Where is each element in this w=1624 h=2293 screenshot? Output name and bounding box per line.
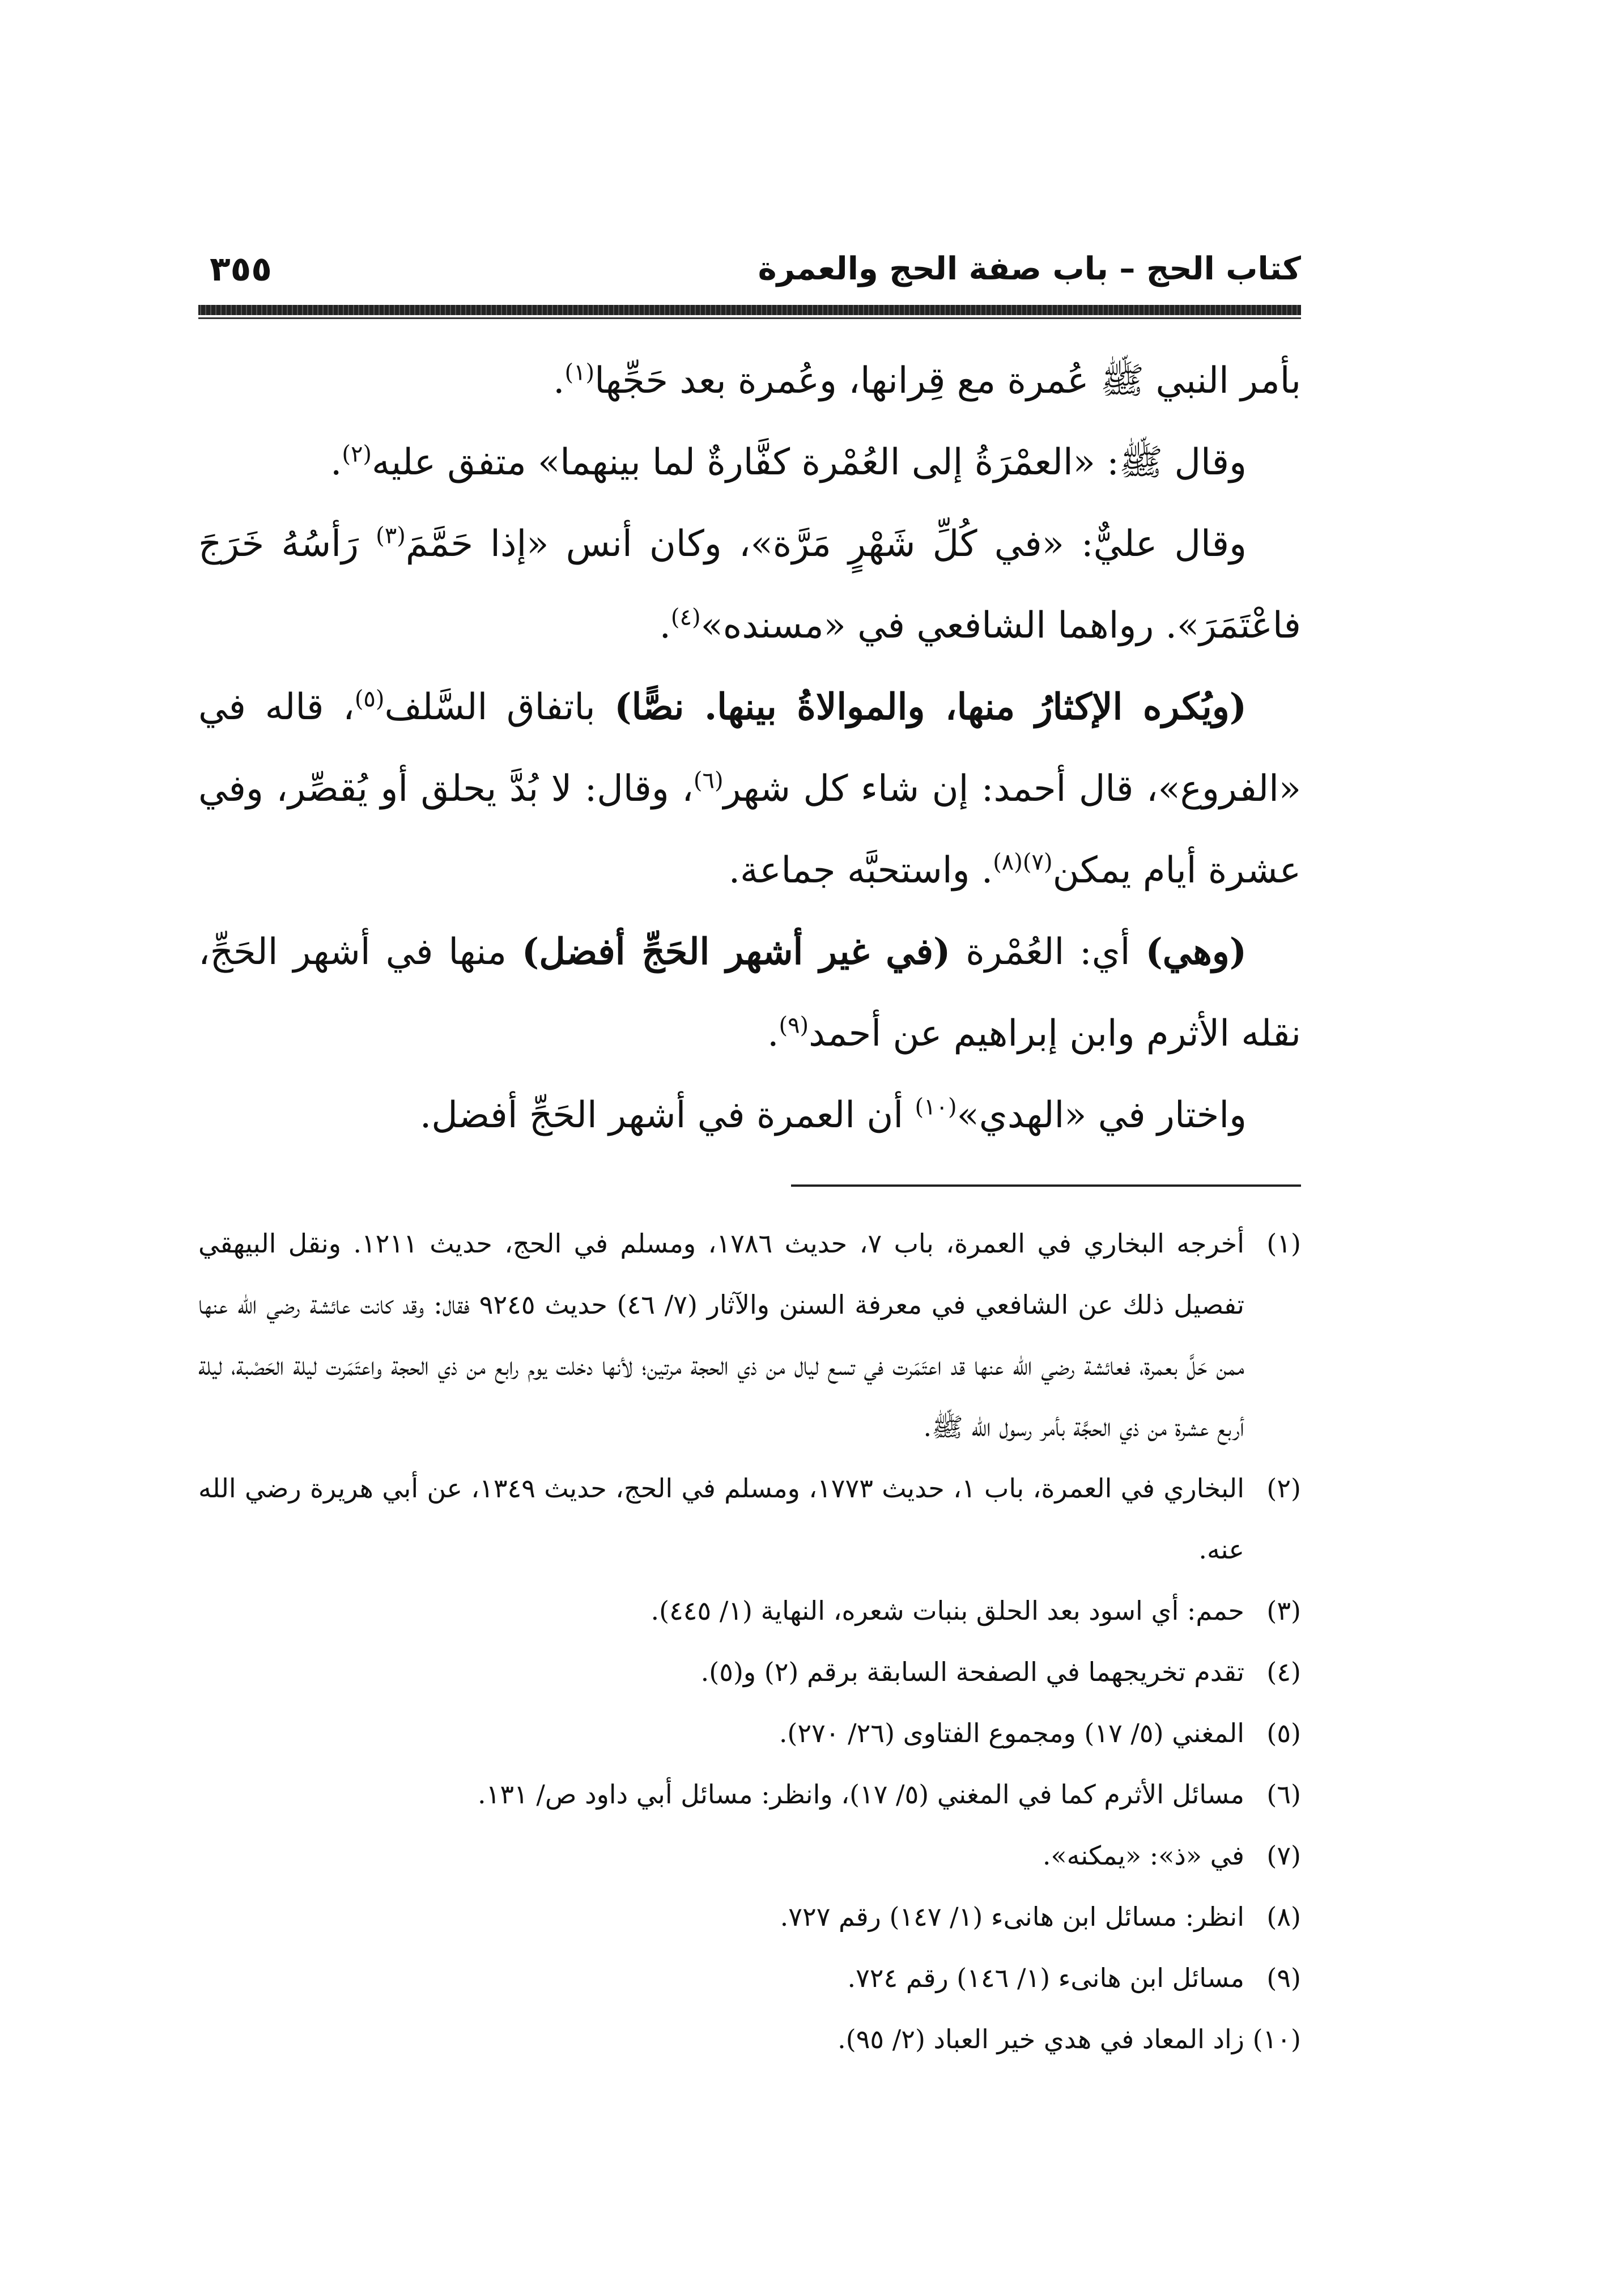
paragraph-2-end: . xyxy=(330,441,342,483)
footnote-text: في «ذ»: «يمكنه». xyxy=(1042,1840,1244,1871)
paragraph-2 xyxy=(198,422,1301,503)
footnote-text: مسائل الأثرم كما في المغني (٥/ ١٧)، وانظر: مسائل أبي داود ص/ ١٣١. xyxy=(478,1779,1244,1810)
paragraph-4-text-c: ، وقال: لا بُدَّ يحلق أو يُقصِّر، وفي عشرة أيام يمكن xyxy=(198,768,1301,891)
footnote-ref-10[interactable]: (١٠) xyxy=(915,1094,957,1120)
footnote-ref-6[interactable]: (٦) xyxy=(693,767,724,794)
footnote-text: انظر: مسائل ابن هانىء (١/ ١٤٧) رقم ٧٢٧. xyxy=(780,1901,1244,1932)
footnote-ref-5[interactable]: (٥) xyxy=(354,686,385,712)
footnote-ref-3[interactable]: (٣) xyxy=(376,523,406,549)
footnote-3 xyxy=(198,1580,1301,1641)
footnote-number: (٤) xyxy=(1266,1657,1301,1687)
paragraph-3-end: . xyxy=(659,605,671,647)
header-rule-thin xyxy=(198,317,1301,319)
footnote-number: (١٠) xyxy=(1252,2024,1301,2054)
header-rule xyxy=(198,305,1301,315)
footnote-text: أخرجه البخاري في العمرة، باب ٧، حديث ١٧٨٦، ومسلم في الحج، حديث ١٢١١. ونقل البيهقي تفصيل ذلك عن الشافعي في معرفة السنن والآثار (٧/ ٤٦) حديث ٩٢٤٥ فقال: وقد كانت عائشة رضي الله عنها ممن حَلَّ بعمرة، فعائشة رضي الله عنها قد اعتَمَرت في تسع ليال من ذي الحجة مرتين؛ لأنها دخلت يوم رابع من ذي الحجة واعتَمَرت ليلة الحَصْبة، ليلة أربع عشرة من ذي الحجَّة بأمر رسول الله ﷺ. xyxy=(198,1228,1244,1442)
paragraph-6-text-b: أن العمرة في أشهر الحَجِّ أفضل. xyxy=(419,1094,904,1136)
matn-text-1: (ويُكره الإكثارُ منها، والموالاةُ بينها. نصًّا) xyxy=(614,686,1247,728)
footnote-number: (٩) xyxy=(1266,1963,1301,1993)
footnote-6 xyxy=(198,1764,1301,1825)
footnote-separator xyxy=(791,1184,1301,1187)
footnote-text: زاد المعاد في هدي خير العباد (٢/ ٩٥). xyxy=(837,2024,1244,2054)
paragraph-4 xyxy=(198,666,1301,911)
paragraph-4-text-d: . واستحبَّه جماعة. xyxy=(728,850,993,891)
paragraph-6 xyxy=(198,1075,1301,1156)
paragraph-1 xyxy=(198,340,1301,422)
paragraph-6-text-a: واختار في «الهدي» xyxy=(956,1094,1247,1136)
footnote-text: تقدم تخريجهما في الصفحة السابقة برقم (٢) و(٥). xyxy=(700,1657,1244,1687)
matn-text-2: (وهي) xyxy=(1145,931,1247,973)
footnote-text: المغني (٥/ ١٧) ومجموع الفتاوى (٢٦/ ٢٧٠). xyxy=(779,1718,1244,1748)
footnote-4 xyxy=(198,1641,1301,1702)
paragraph-3-text-b: رَأسُهُ خَرَجَ فاعْتَمَرَ». رواهما الشافعي في «مسنده» xyxy=(198,523,1301,647)
footnote-2 xyxy=(198,1458,1301,1580)
paragraph-5-end: . xyxy=(767,1013,779,1055)
footnote-ref-7-8[interactable]: (٧)(٨) xyxy=(993,849,1053,876)
running-header xyxy=(210,244,1301,306)
page-number: ٣٥٥ xyxy=(210,249,272,289)
footnote-text: البخاري في العمرة، باب ١، حديث ١٧٧٣، ومسلم في الحج، حديث ١٣٤٩، عن أبي هريرة رضي الله عنه. xyxy=(198,1473,1244,1565)
footnote-8 xyxy=(198,1886,1301,1947)
footnote-ref-4[interactable]: (٤) xyxy=(670,604,701,631)
footnotes xyxy=(198,1213,1301,2070)
footnote-ref-9[interactable]: (٩) xyxy=(779,1012,809,1039)
footnote-number: (٧) xyxy=(1266,1840,1301,1871)
paragraph-5-text-b: منها في أشهر الحَجِّ، نقله الأثرم وابن إبراهيم عن أحمد xyxy=(198,931,1301,1055)
footnote-number: (٨) xyxy=(1266,1901,1301,1932)
matn-text-3: (في غير أشهر الحَجِّ أفضل) xyxy=(521,931,951,973)
paragraph-1-end: . xyxy=(553,360,565,402)
main-text xyxy=(198,340,1301,1156)
paragraph-4-text-a: باتفاق السَّلف xyxy=(384,686,596,728)
footnote-5 xyxy=(198,1702,1301,1764)
footnote-10 xyxy=(198,2009,1301,2070)
footnote-9 xyxy=(198,1947,1301,2009)
header-title: كتاب الحج – باب صفة الحج والعمرة xyxy=(758,250,1301,287)
paragraph-3 xyxy=(198,503,1301,666)
paragraph-3-text-a: وقال عليٌّ: «في كُلِّ شَهْرٍ مَرَّة»، وكان أنس «إذا حَمَّمَ xyxy=(405,523,1247,565)
footnote-1 xyxy=(198,1213,1301,1458)
footnote-text: حمم: أي اسود بعد الحلق بنبات شعره، النهاية (١/ ٤٤٥). xyxy=(651,1595,1244,1626)
footnote-ref-2[interactable]: (٢) xyxy=(342,441,372,468)
footnote-number: (٥) xyxy=(1266,1718,1301,1748)
paragraph-1-text: بأمر النبي ﷺ عُمرة مع قِرانها، وعُمرة بعد حَجِّها xyxy=(594,360,1301,402)
footnote-number: (٢) xyxy=(1266,1473,1301,1504)
footnote-number: (٦) xyxy=(1266,1779,1301,1810)
footnote-number: (١) xyxy=(1266,1228,1301,1259)
paragraph-4-text-b: ، قاله في «الفروع»، قال أحمد: إن شاء كل شهر xyxy=(198,686,1301,810)
paragraph-2-text: وقال ﷺ: «العمْرَةُ إلى العُمْرة كفَّارةٌ لما بينهما» متفق عليه xyxy=(372,441,1247,483)
footnote-number: (٣) xyxy=(1266,1595,1301,1626)
footnote-text: مسائل ابن هانىء (١/ ١٤٦) رقم ٧٢٤. xyxy=(847,1963,1244,1993)
footnote-ref-1[interactable]: (١) xyxy=(564,359,595,386)
paragraph-5 xyxy=(198,911,1301,1075)
footnote-7 xyxy=(198,1825,1301,1886)
paragraph-5-text-a: أي: العُمْرة xyxy=(966,931,1130,973)
